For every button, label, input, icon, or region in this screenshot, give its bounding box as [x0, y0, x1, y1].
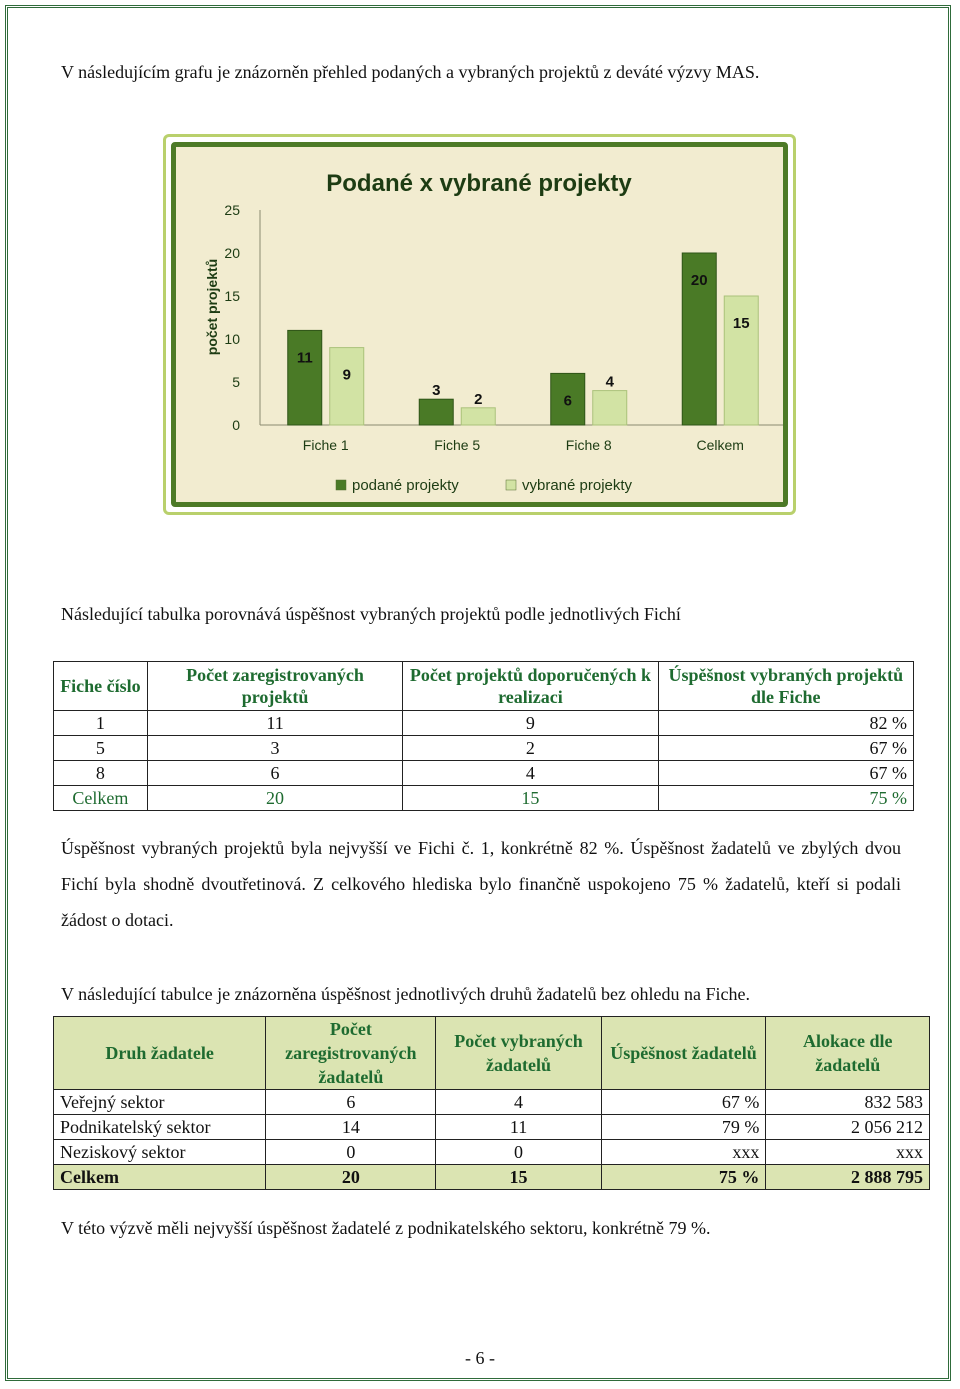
table-cell: 1	[54, 711, 148, 736]
x-tick-label: Fiche 8	[565, 437, 612, 453]
table-cell: 0	[436, 1140, 601, 1165]
y-tick-label: 25	[224, 202, 240, 218]
legend-swatch	[506, 480, 516, 490]
legend-label: podané projekty	[352, 477, 459, 494]
data-label: 4	[605, 373, 614, 391]
table-cell: 0	[266, 1140, 436, 1165]
bar-submitted	[288, 330, 322, 425]
col-header: Počet zaregistrovaných žadatelů	[266, 1017, 436, 1090]
x-tick-label: Fiche 5	[434, 437, 481, 453]
table-total-row	[54, 1165, 930, 1190]
y-tick-label: 15	[224, 288, 240, 304]
data-label: 6	[563, 392, 572, 410]
chart-title: Podané x vybrané projekty	[326, 170, 632, 197]
table1-intro: Následující tabulka porovnává úspěšnost vybraných projektů podle jednotlivých Fichí	[61, 604, 681, 624]
data-label: 11	[296, 349, 313, 367]
table-cell: 11	[436, 1115, 601, 1140]
col-header: Druh žadatele	[54, 1017, 266, 1090]
chart-area	[171, 142, 788, 507]
table-row	[54, 1090, 930, 1115]
table-row	[54, 1115, 930, 1140]
table-cell: 9	[403, 711, 658, 736]
table-cell: 20	[147, 786, 402, 811]
table-cell: 15	[436, 1165, 601, 1190]
table-row	[54, 761, 914, 786]
table-cell: 67 %	[658, 761, 913, 786]
table-cell: Neziskový sektor	[54, 1140, 266, 1165]
fiche-success-table	[53, 661, 914, 811]
table2-intro: V následující tabulce je znázorněna úspěšnost jednotlivých druhů žadatelů bez ohledu na Fiche.	[61, 984, 750, 1004]
table-cell: 4	[403, 761, 658, 786]
page-number: - 6 -	[465, 1348, 495, 1368]
x-tick-label: Celkem	[696, 437, 744, 453]
table-row	[54, 1140, 930, 1165]
table-cell: 832 583	[766, 1090, 930, 1115]
data-label: 15	[732, 315, 750, 332]
col-header: Úspěšnost žadatelů	[601, 1017, 766, 1090]
col-header: Počet projektů doporučených k realizaci	[403, 662, 658, 711]
table-cell: 4	[436, 1090, 601, 1115]
table-cell: 75 %	[658, 786, 913, 811]
table-cell: xxx	[601, 1140, 766, 1165]
y-tick-label: 5	[232, 374, 240, 390]
y-tick-label: 10	[224, 331, 240, 347]
legend-label: vybrané projekty	[522, 477, 633, 494]
table-cell: 67 %	[601, 1090, 766, 1115]
data-label: 2	[474, 390, 483, 408]
table-cell: 79 %	[601, 1115, 766, 1140]
data-label: 9	[342, 366, 351, 384]
table-header-row	[54, 662, 914, 711]
col-header: Počet zaregistrovaných projektů	[147, 662, 402, 711]
table-cell: Celkem	[54, 1165, 266, 1190]
table-cell: 2 056 212	[766, 1115, 930, 1140]
bar-selected	[593, 391, 627, 425]
y-axis-label: počet projektů	[204, 258, 220, 356]
x-tick-label: Fiche 1	[302, 437, 349, 453]
col-header: Fiche číslo	[54, 662, 148, 711]
col-header: Úspěšnost vybraných projektů dle Fiche	[658, 662, 913, 711]
data-label: 20	[690, 272, 708, 289]
bar-selected	[330, 348, 364, 425]
table-header-row	[54, 1017, 930, 1090]
summary-paragraph-2: V této výzvě měli nejvyšší úspěšnost žadatelé z podnikatelského sektoru, konkrétně 79 %.	[61, 1218, 711, 1238]
table-cell: 15	[403, 786, 658, 811]
table-cell: 6	[147, 761, 402, 786]
table-cell: 5	[54, 736, 148, 761]
y-tick-label: 0	[232, 417, 240, 433]
table-row	[54, 711, 914, 736]
table-row	[54, 736, 914, 761]
chart-frame	[163, 134, 796, 515]
applicant-type-table	[53, 1016, 930, 1190]
table-cell: 3	[147, 736, 402, 761]
table-cell: 6	[266, 1090, 436, 1115]
summary-paragraph-1: Úspěšnost vybraných projektů byla nejvyšší ve Fichi č. 1, konkrétně 82 %. Úspěšnost žadatelů ve zbylých dvou Fichí byla shodně dvoutřetinová. Z celkového hlediska bylo finančně uspokojeno 75 % žadatelů, kteří si podali žádost o dotaci.	[61, 838, 901, 930]
table-cell: Celkem	[54, 786, 148, 811]
table-cell: 67 %	[658, 736, 913, 761]
intro-text: V následujícím grafu je znázorněn přehled podaných a vybraných projektů z deváté výzvy MAS.	[61, 62, 760, 82]
table-cell: 20	[266, 1165, 436, 1190]
table-cell: xxx	[766, 1140, 930, 1165]
table-cell: 8	[54, 761, 148, 786]
legend-swatch	[336, 480, 346, 490]
bar-submitted	[419, 399, 453, 425]
table-cell: 2 888 795	[766, 1165, 930, 1190]
table-cell: Podnikatelský sektor	[54, 1115, 266, 1140]
col-header: Alokace dle žadatelů	[766, 1017, 930, 1090]
table-cell: 75 %	[601, 1165, 766, 1190]
table-total-row	[54, 786, 914, 811]
table-cell: 2	[403, 736, 658, 761]
y-tick-label: 20	[224, 245, 240, 261]
bar-chart	[176, 147, 783, 502]
data-label: 3	[432, 382, 441, 400]
col-header: Počet vybraných žadatelů	[436, 1017, 601, 1090]
table-cell: 11	[147, 711, 402, 736]
table-cell: 82 %	[658, 711, 913, 736]
table-cell: 14	[266, 1115, 436, 1140]
bar-selected	[461, 408, 495, 425]
table-cell: Veřejný sektor	[54, 1090, 266, 1115]
